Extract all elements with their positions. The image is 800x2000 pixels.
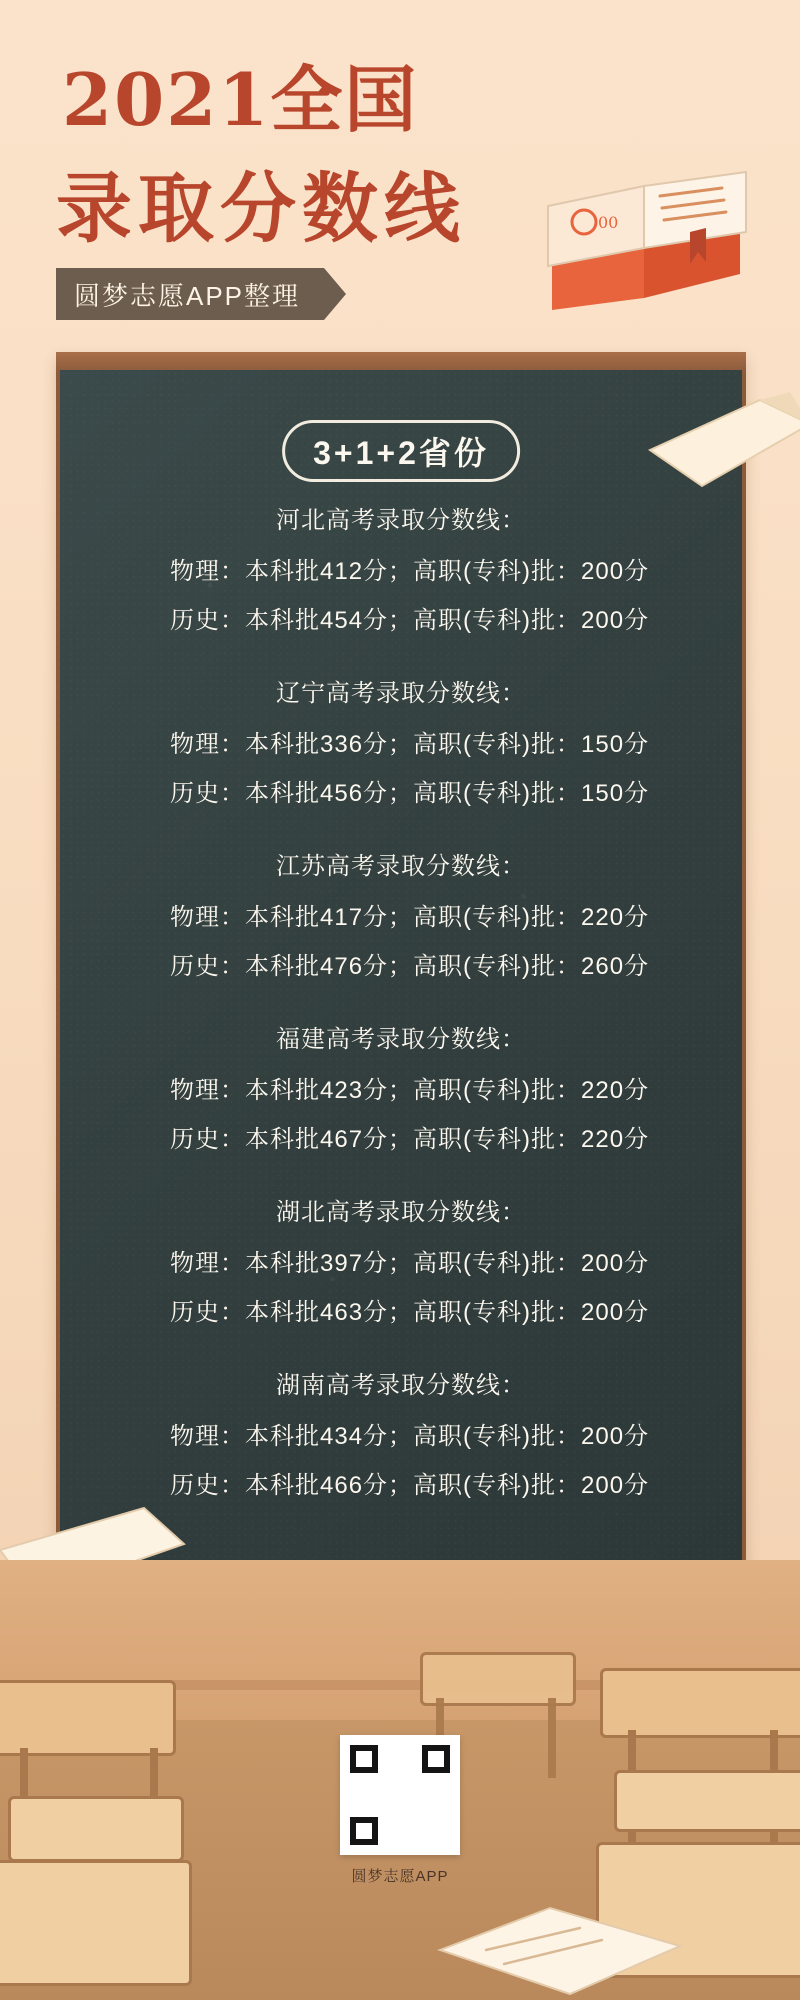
subtitle-ribbon [56, 268, 324, 320]
chair [614, 1770, 800, 1832]
chair [0, 1860, 192, 1986]
province-line: 物理：本科批412分；高职(专科)批：200分 [170, 558, 650, 585]
province-line: 历史：本科批454分；高职(专科)批：200分 [170, 607, 650, 634]
qr-block[interactable] [340, 1735, 460, 1886]
province-line: 历史：本科批456分；高职(专科)批：150分 [170, 780, 650, 807]
province-title: 湖北高考录取分数线： [276, 1199, 526, 1226]
province-line: 物理：本科批434分；高职(专科)批：200分 [170, 1423, 650, 1450]
paper-sheet-bottom-icon [430, 1880, 690, 2000]
province-title: 河北高考录取分数线： [276, 507, 526, 534]
province-title: 辽宁高考录取分数线： [276, 680, 526, 707]
open-book-icon [540, 170, 760, 310]
poster-header [0, 0, 800, 360]
qr-card[interactable] [340, 1735, 460, 1855]
list-item [60, 846, 742, 981]
list-item [60, 673, 742, 808]
qr-code-icon[interactable] [348, 1743, 452, 1847]
qr-label: 圆梦志愿APP [351, 1868, 449, 1885]
title-year: 2021 [62, 57, 271, 142]
page-title-line-2: 录取分数线 [56, 164, 466, 253]
status-badge [282, 420, 520, 482]
province-line: 历史：本科批466分；高职(专科)批：200分 [170, 1472, 650, 1499]
page-title-line-1 [62, 42, 418, 146]
province-line: 历史：本科批476分；高职(专科)批：260分 [170, 953, 650, 980]
desk [600, 1668, 800, 1738]
province-line: 历史：本科批463分；高职(专科)批：200分 [170, 1299, 650, 1326]
subtitle-text: 圆梦志愿APP整理 [74, 280, 301, 311]
province-line: 物理：本科批423分；高职(专科)批：220分 [170, 1077, 650, 1104]
province-title: 江苏高考录取分数线： [276, 853, 526, 880]
desk-leg [548, 1698, 556, 1778]
province-list [60, 500, 742, 1538]
province-title: 福建高考录取分数线： [276, 1026, 526, 1053]
badge-label: 3+1+2省份 [313, 435, 489, 471]
chair [8, 1796, 184, 1862]
list-item [60, 1019, 742, 1154]
svg-text:00: 00 [598, 213, 619, 232]
qr-eye-top-right [422, 1745, 450, 1773]
province-title: 湖南高考录取分数线： [276, 1372, 526, 1399]
desk [0, 1680, 176, 1756]
blackboard [60, 370, 742, 1566]
qr-eye-bottom-left [350, 1817, 378, 1845]
qr-eye-top-left [350, 1745, 378, 1773]
list-item [60, 1192, 742, 1327]
title-rest: 全国 [270, 57, 419, 142]
province-line: 物理：本科批417分；高职(专科)批：220分 [170, 904, 650, 931]
province-line: 物理：本科批397分；高职(专科)批：200分 [170, 1250, 650, 1277]
list-item [60, 500, 742, 635]
province-line: 物理：本科批336分；高职(专科)批：150分 [170, 731, 650, 758]
blackboard-frame [56, 352, 746, 1572]
province-line: 历史：本科批467分；高职(专科)批：220分 [170, 1126, 650, 1153]
list-item [60, 1365, 742, 1500]
